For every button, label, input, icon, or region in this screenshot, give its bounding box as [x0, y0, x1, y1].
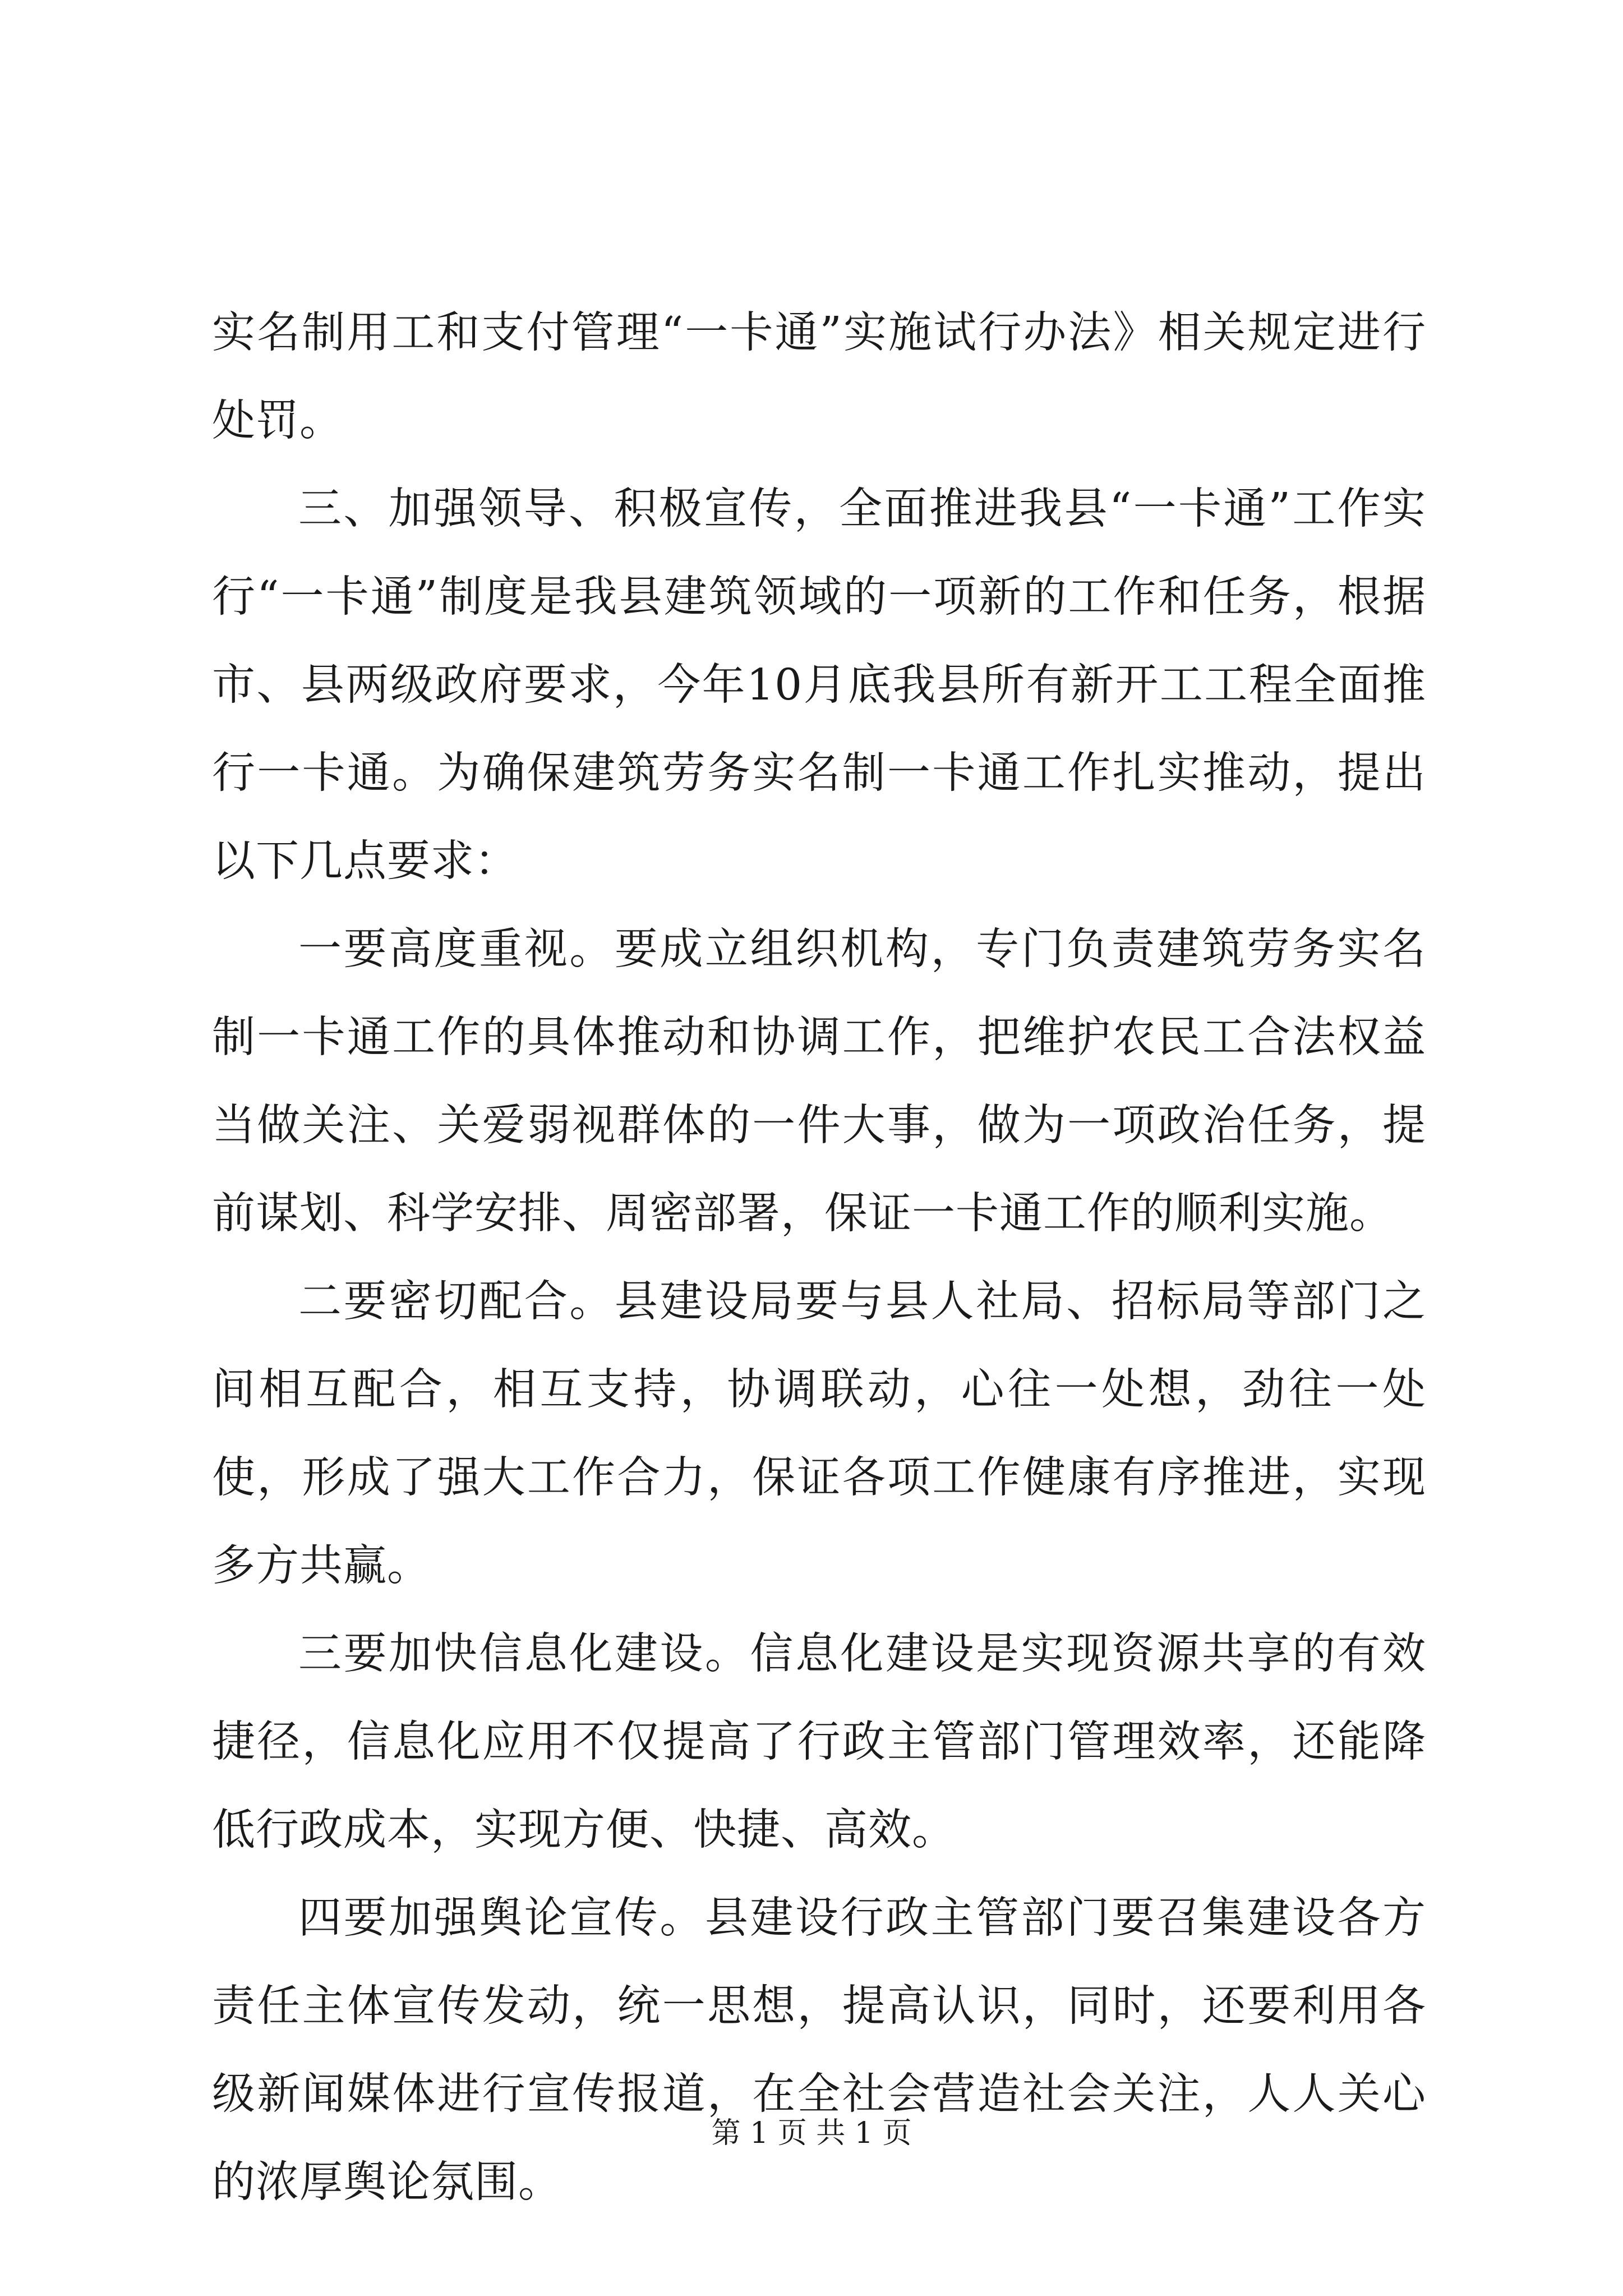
- paragraph-continuation: 实名制用工和支付管理“一卡通”实施试行办法》相关规定进行处罚。: [212, 308, 1426, 446]
- document-body: [212, 289, 1426, 2226]
- page-number-label: 第 1 页 共 1 页: [711, 2116, 912, 2150]
- paragraph-requirement-three: 三要加快信息化建设。信息化建设是实现资源共享的有效捷径，信息化应用不仅提高了行政主管部门管理效率，还能降低行政成本，实现方便、快捷、高效。: [212, 1629, 1426, 1855]
- page-footer: [0, 2114, 1623, 2153]
- paragraph-requirement-one: 一要高度重视。要成立组织机构，专门负责建筑劳务实名制一卡通工作的具体推动和协调工作，把维护农民工合法权益当做关注、关爱弱视群体的一件大事，做为一项政治任务，提前谋划、科学安排、周密部署，保证一卡通工作的顺利实施。: [212, 924, 1426, 1239]
- paragraph-requirement-four: 四要加强舆论宣传。县建设行政主管部门要召集建设各方责任主体宣传发动，统一思想，提高认识，同时，还要利用各级新闻媒体进行宣传报道，在全社会营造社会关注，人人关心的浓厚舆论氛围。: [212, 1893, 1426, 2207]
- paragraph-requirement-two: 二要密切配合。县建设局要与县人社局、招标局等部门之间相互配合，相互支持，协调联动，心往一处想，劲往一处使，形成了强大工作合力，保证各项工作健康有序推进，实现多方共赢。: [212, 1277, 1426, 1591]
- paragraph-section-three: 三、加强领导、积极宣传，全面推进我县“一卡通”工作实行“一卡通”制度是我县建筑领域的一项新的工作和任务，根据市、县两级政府要求，今年10月底我县所有新开工工程全面推行一卡通。为确保建筑劳务实名制一卡通工作扎实推动，提出以下几点要求：: [212, 484, 1426, 886]
